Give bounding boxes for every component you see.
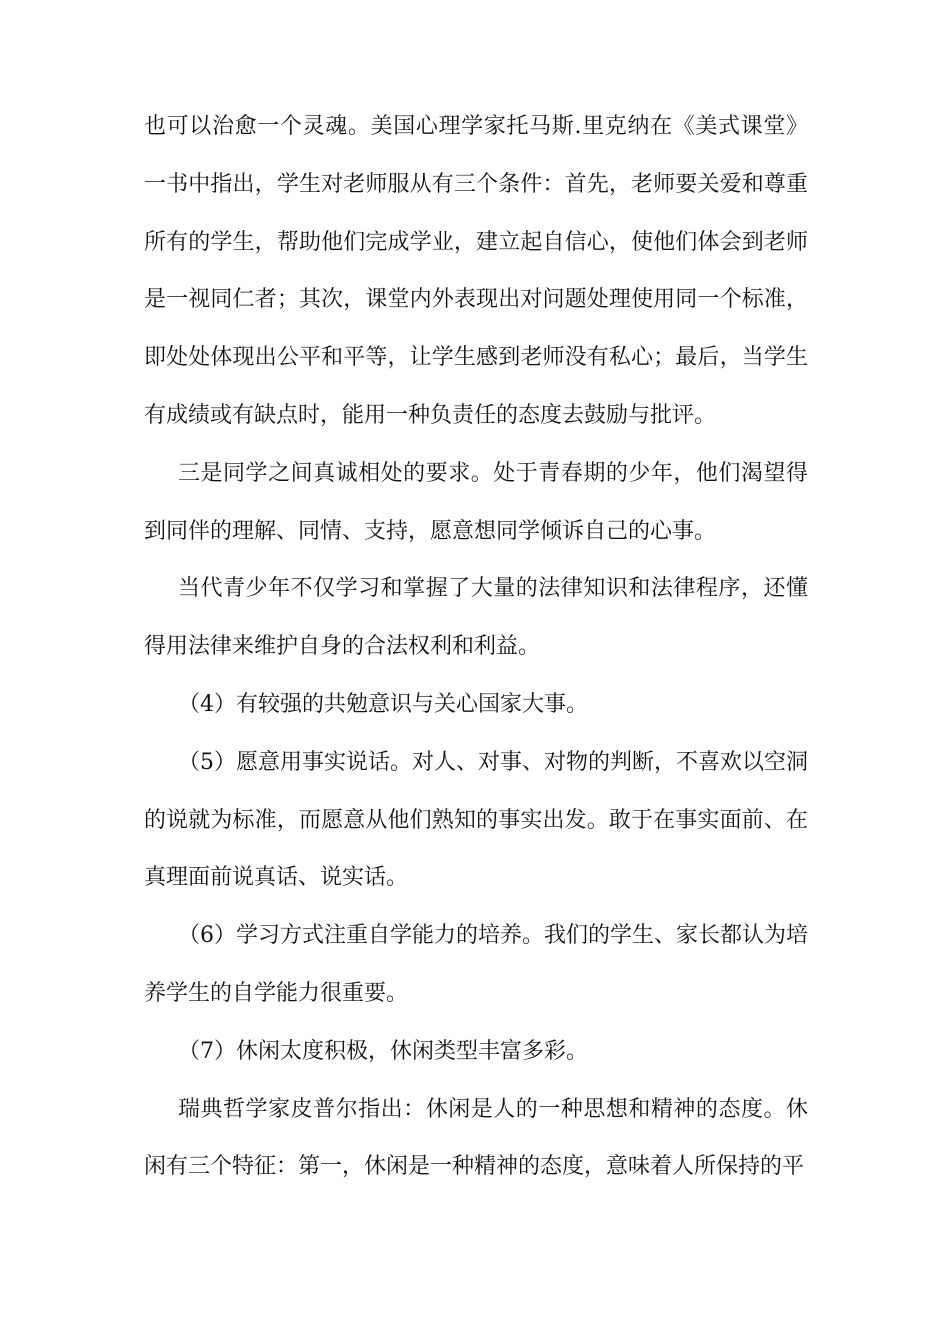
paragraph-item-4: （4）有较强的共勉意识与关心国家大事。: [178, 691, 588, 717]
paragraph-item-6: （6）学习方式注重自学能力的培养。我们的学生、家长都认为培养学生的自学能力很重要。: [144, 923, 808, 1006]
paragraph-continuation: 也可以治愈一个灵魂。美国心理学家托马斯.里克纳在《美式课堂》一书中指出，学生对老师服从有三个条件：首先，老师要关爱和尊重所有的学生，帮助他们完成学业，建立起自信心，使他们体会到老师是一视同仁者；其次，课堂内外表现出对问题处理使用同一个标准，即处处体现出公平和平等，让学生感到老师没有私心；最后，当学生有成绩或有缺点时，能用一种负责任的态度去鼓励与批评。: [144, 114, 808, 428]
paragraph-item-5: （5）愿意用事实说话。对人、对事、对物的判断，不喜欢以空洞的说就为标准，而愿意从他们熟知的事实出发。敢于在事实面前、在真理面前说真话、说实话。: [144, 749, 808, 891]
document-body: [144, 98, 808, 1196]
paragraph-leisure: 瑞典哲学家皮普尔指出：休闲是人的一种思想和精神的态度。休闲有三个特征：第一，休闲是一种精神的态度，意味着人所保持的平: [144, 1096, 808, 1180]
paragraph-law: 当代青少年不仅学习和掌握了大量的法律知识和法律程序，还懂得用法律来维护自身的合法权利和利益。: [144, 576, 808, 660]
paragraph-classmates: 三是同学之间真诚相处的要求。处于青春期的少年，他们渴望得到同伴的理解、同情、支持，愿意想同学倾诉自己的心事。: [144, 460, 808, 544]
paragraph-item-7: （7）休闲太度积极，休闲类型丰富多彩。: [178, 1038, 588, 1064]
